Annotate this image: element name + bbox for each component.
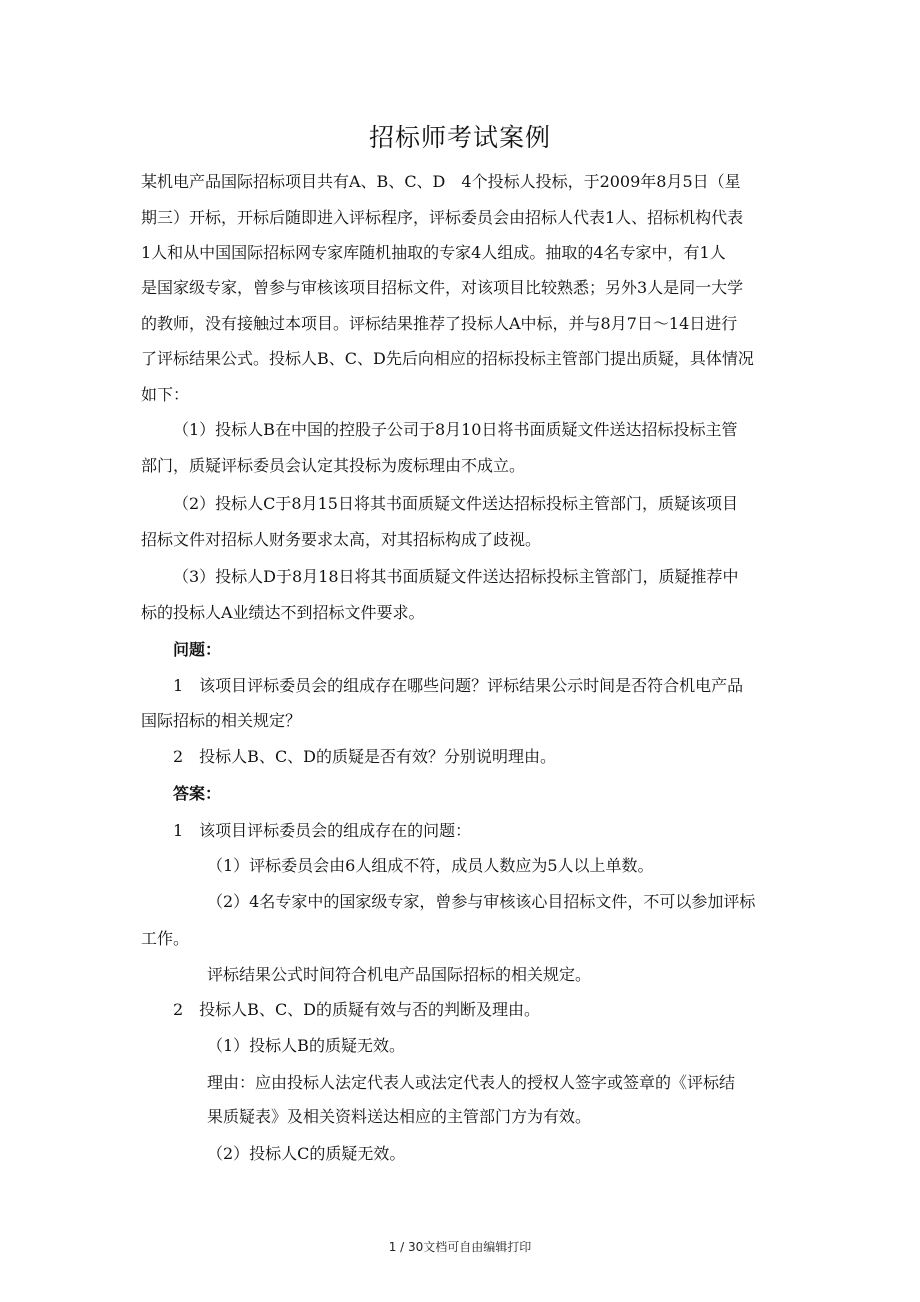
body-line: 部门，质疑评标委员会认定其投标为废标理由不成立。 xyxy=(141,456,526,475)
body-line: 标的投标人A业绩达不到招标文件要求。 xyxy=(141,603,425,622)
body-line: 果质疑表》及相关资料送达相应的主管部门方为有效。 xyxy=(207,1107,592,1126)
body-line: （2）投标人C的质疑无效。 xyxy=(207,1144,406,1163)
body-line: 是国家级专家，曾参与审核该项目招标文件，对该项目比较熟悉；另外3人是同一大学 xyxy=(141,278,744,297)
body-line: 招标文件对招标人财务要求太高，对其招标构成了歧视。 xyxy=(141,530,542,549)
body-line: 工作。 xyxy=(141,929,190,948)
body-line: （2）投标人C于8月15日将其书面质疑文件送达招标投标主管部门，质疑该项目 xyxy=(173,494,738,513)
document-title: 招标师考试案例 xyxy=(368,123,551,152)
body-line: （1）评标委员会由6人组成不符，成员人数应为5人以上单数。 xyxy=(207,856,654,875)
body-line: （1）投标人B的质疑无效。 xyxy=(207,1036,405,1055)
body-line: 的教师，没有接触过本项目。评标结果推荐了投标人A中标，并与8月7日～14日进行 xyxy=(141,314,738,333)
questions-heading: 问题： xyxy=(173,640,222,659)
body-line: 如下： xyxy=(141,385,190,404)
body-line: 1人和从中国国际招标网专家库随机抽取的专家4人组成。抽取的4名专家中，有1人 xyxy=(141,243,726,262)
body-line: 国际招标的相关规定？ xyxy=(141,711,302,730)
body-line: 理由：应由投标人法定代表人或法定代表人的授权人签字或签章的《评标结 xyxy=(207,1073,736,1092)
answers-heading: 答案： xyxy=(173,784,222,803)
page-footer: 1 / 30文档可自由编辑打印 xyxy=(388,1240,532,1254)
body-line: 1 该项目评标委员会的组成存在哪些问题？评标结果公示时间是否符合机电产品 xyxy=(173,676,744,695)
body-line: （1）投标人B在中国的控股子公司于8月10日将书面质疑文件送达招标投标主管 xyxy=(173,420,738,439)
body-line: 了评标结果公式。投标人B、C、D先后向相应的招标投标主管部门提出质疑，具体情况 xyxy=(141,349,754,368)
body-line: （3）投标人D于8月18日将其书面质疑文件送达招标投标主管部门，质疑推荐中 xyxy=(173,567,739,586)
body-line: 期三）开标，开标后随即进入评标程序，评标委员会由招标人代表1人、招标机构代表 xyxy=(141,208,744,227)
body-line: 1 该项目评标委员会的组成存在的问题： xyxy=(173,821,472,840)
body-line: 2 投标人B、C、D的质疑是否有效？分别说明理由。 xyxy=(173,747,557,766)
body-line: 某机电产品国际招标项目共有A、B、C、D 4个投标人投标，于2009年8月5日（星 xyxy=(141,172,741,191)
body-line: 2 投标人B、C、D的质疑有效与否的判断及理由。 xyxy=(173,1000,541,1019)
body-line: （2）4名专家中的国家级专家，曾参与审核该心目招标文件，不可以参加评标 xyxy=(207,892,756,911)
body-line: 评标结果公式时间符合机电产品国际招标的相关规定。 xyxy=(207,965,592,984)
